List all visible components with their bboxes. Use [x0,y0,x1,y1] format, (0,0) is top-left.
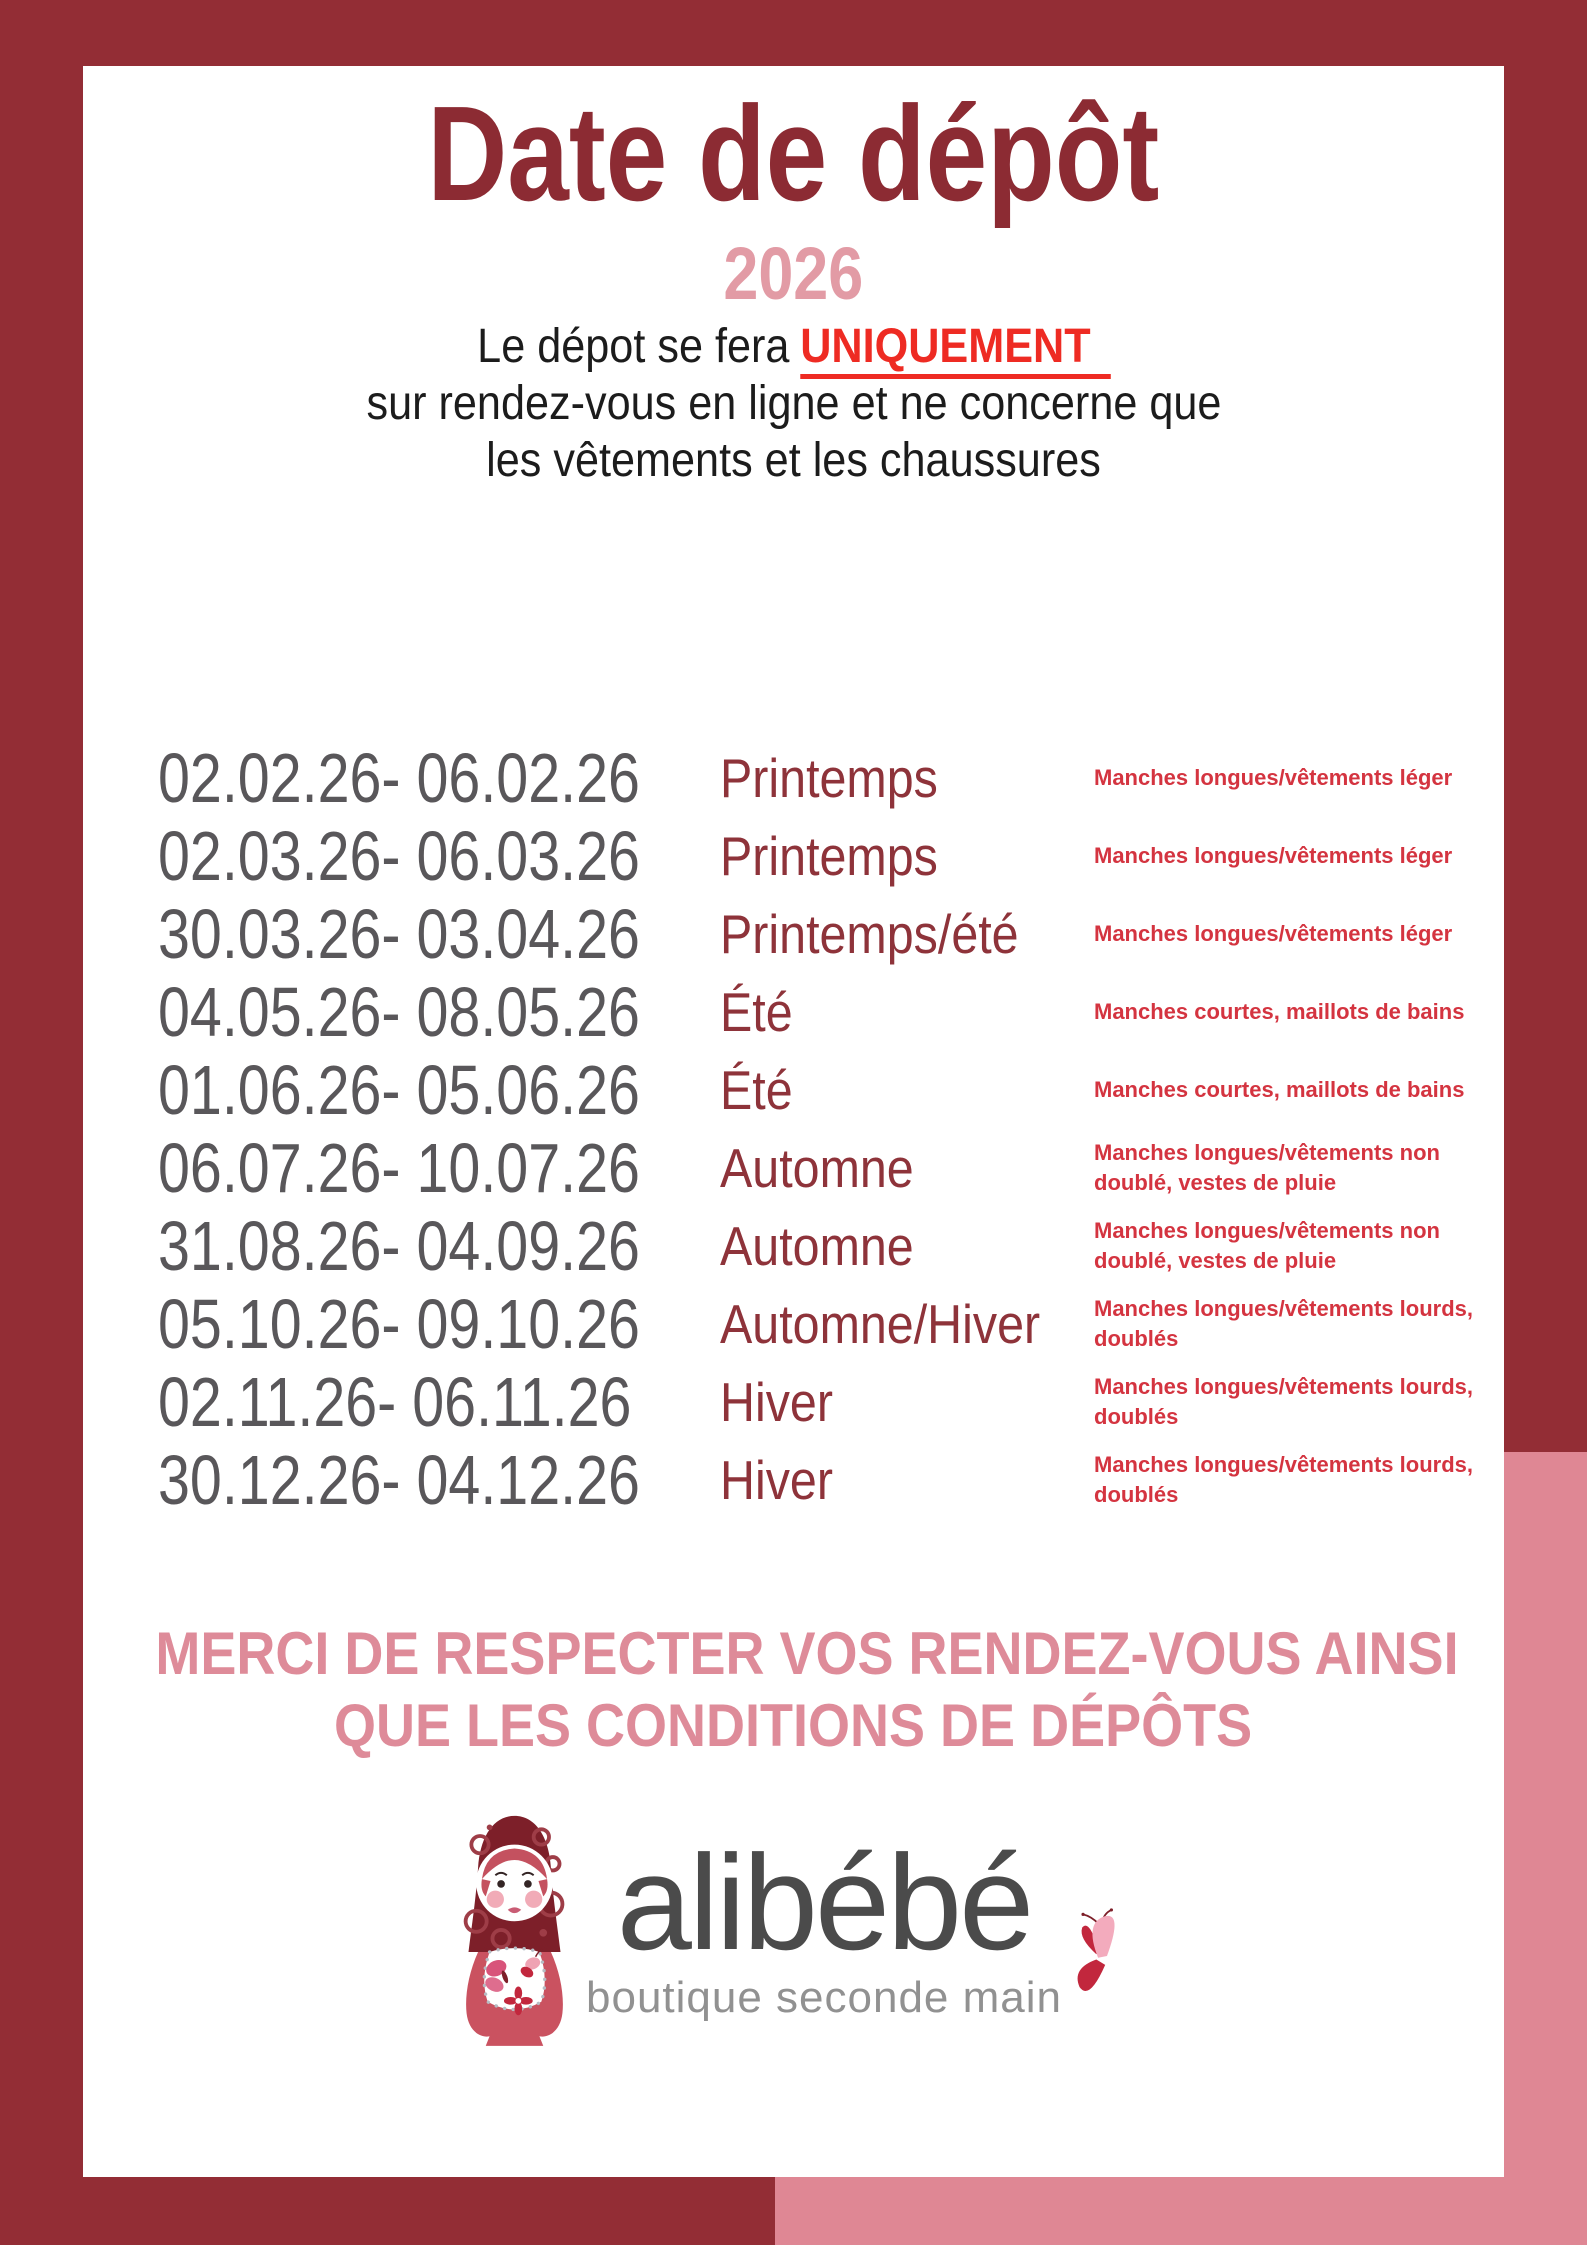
year-label [83,234,1504,314]
intro-line-3: les vêtements et les chaussures [486,434,1101,487]
schedule-season: Automne [720,1137,914,1199]
intro-line-2: sur rendez-vous en ligne et ne concerne que [366,377,1221,430]
brand-tagline: boutique seconde main [586,1972,1062,2022]
notice-line-1: MERCI DE RESPECTER VOS RENDEZ-VOUS AINSI [155,1620,1459,1687]
schedule-dates: 30.03.26- 03.04.26 [158,895,640,973]
schedule-description: Manches longues/vêtements léger [1094,843,1453,868]
schedule-season: Automne/Hiver [720,1293,1041,1355]
schedule-dates: 01.06.26- 05.06.26 [158,1051,640,1129]
white-panel [83,66,1504,2177]
schedule-description: Manches courtes, maillots de bains [1094,1077,1465,1102]
schedule-dates: 05.10.26- 09.10.26 [158,1285,640,1363]
schedule-description: Manches longues/vêtements lourds, doublés [1094,1452,1473,1507]
schedule-description: Manches longues/vêtements non doublé, vestes de pluie [1094,1140,1440,1195]
schedule-description: Manches courtes, maillots de bains [1094,999,1465,1024]
year-text: 2026 [723,232,864,315]
table-row [158,1128,1484,1206]
schedule-dates: 30.12.26- 04.12.26 [158,1441,640,1519]
table-row [158,894,1484,972]
schedule-dates: 06.07.26- 10.07.26 [158,1129,640,1207]
notice-line-2: QUE LES CONDITIONS DE DÉPÔTS [334,1692,1253,1759]
schedule-dates: 02.03.26- 06.03.26 [158,817,640,895]
intro-highlight: UNIQUEMENT [800,320,1110,379]
schedule-description: Manches longues/vêtements léger [1094,765,1453,790]
schedule-description: Manches longues/vêtements non doublé, vestes de pluie [1094,1218,1440,1273]
logo-text-block [586,1826,1062,2022]
schedule-season: Printemps/été [720,903,1019,965]
table-row [158,738,1484,816]
butterfly-icon [1068,1896,1130,2008]
table-row [158,1050,1484,1128]
schedule-dates: 02.02.26- 06.02.26 [158,739,640,817]
schedule-description: Manches longues/vêtements lourds, doublés [1094,1374,1473,1429]
schedule-description: Manches longues/vêtements léger [1094,921,1453,946]
table-row [158,1362,1484,1440]
intro-line-1-prefix: Le dépot se fera [476,320,790,373]
schedule-season: Été [720,981,793,1043]
table-row [158,1284,1484,1362]
schedule-dates: 02.11.26- 06.11.26 [158,1363,632,1441]
schedule-dates: 31.08.26- 04.09.26 [158,1207,640,1285]
schedule-season: Hiver [720,1449,833,1511]
schedule-season: Printemps [720,825,938,887]
table-row [158,972,1484,1050]
table-row [158,816,1484,894]
schedule-description: Manches longues/vêtements lourds, doublés [1094,1296,1473,1351]
schedule-dates: 04.05.26- 08.05.26 [158,973,640,1051]
page-title [83,78,1504,229]
schedule-season: Hiver [720,1371,833,1433]
table-row [158,1206,1484,1284]
table-row [158,1440,1484,1518]
deposit-schedule-table [158,738,1484,1518]
schedule-season: Automne [720,1215,914,1277]
intro-line-1 [83,318,1504,375]
schedule-season: Été [720,1059,793,1121]
page-title-text: Date de dépôt [427,78,1160,229]
notice-text [83,1618,1504,1762]
intro-paragraph [83,318,1504,489]
brand-name: alibébé [616,1826,1032,1978]
matryoshka-doll-icon [457,1808,572,2048]
schedule-season: Printemps [720,747,938,809]
logo [83,1808,1504,2048]
